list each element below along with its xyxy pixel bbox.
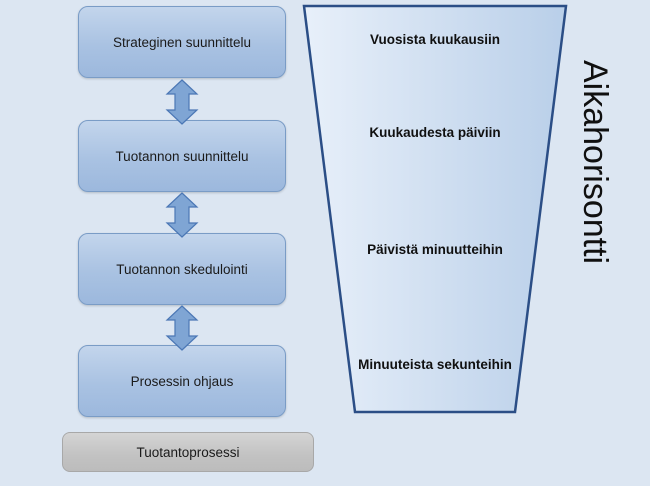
time-horizon-funnel [300,2,570,416]
vertical-axis-title: Aikahorisontti [576,60,614,265]
process-box-label: Tuotannon suunnittelu [115,148,249,164]
funnel-level-label-3: Päivistä minuutteihin [367,242,503,257]
process-box-process-control[interactable] [78,345,286,417]
process-box-label: Strateginen suunnittelu [112,34,252,50]
process-box-production-scheduling[interactable] [78,233,286,305]
process-box-label: Tuotannon skedulointi [116,261,248,277]
process-box-production-planning[interactable] [78,120,286,192]
process-box-label: Prosessin ohjaus [130,373,234,389]
funnel-level-label-4: Minuuteista sekunteihin [358,357,512,372]
funnel-level-label-1: Vuosista kuukausiin [369,32,501,47]
double-arrow-icon [165,79,199,125]
process-box-strategic-planning[interactable] [78,6,286,78]
process-box-production-process[interactable] [62,432,314,472]
double-arrow-icon [165,305,199,351]
funnel-level-label-2: Kuukaudesta päiviin [369,125,501,140]
process-box-label: Tuotantoprosessi [136,444,240,460]
double-arrow-icon [165,192,199,238]
